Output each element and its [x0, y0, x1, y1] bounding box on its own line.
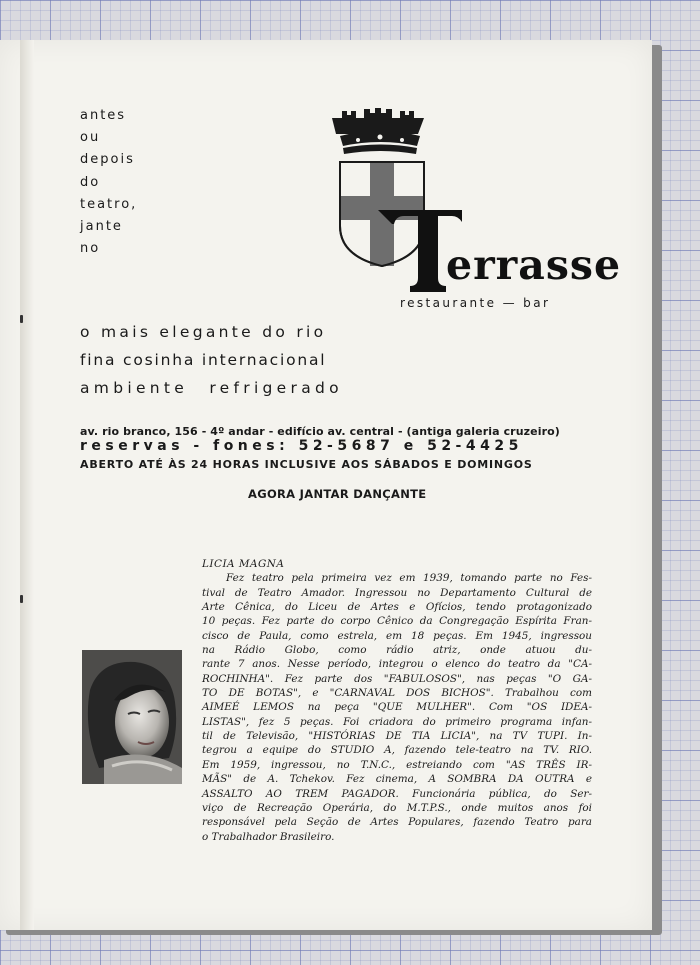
staple-mark: [20, 595, 23, 603]
bio-line: ASSALTO AO TREM PAGADOR. Funcionária pública, do Ser-: [202, 787, 592, 800]
feature-line: fina cosinha internacional: [80, 351, 327, 369]
bio-line: tegrou a equipe do STUDIO A, fazendo tele-teatro na TV. RIO.: [202, 744, 592, 757]
bio-name: LICIA MAGNA: [202, 558, 285, 570]
bio-line: tival de Teatro Amador. Ingressou no Departamento Cultural de: [202, 586, 592, 599]
bio-line: Fez teatro pela primeira vez em 1939, tomando parte no Fes-: [226, 572, 592, 585]
slogan-line: antes: [80, 108, 127, 123]
bio-line: cisco de Paula, como estrela, em 18 peças. Em 1945, ingressou: [202, 629, 592, 642]
bio-line: responsável pela Seção de Artes Populares, fazendo Teatro para: [202, 816, 592, 829]
feature-line: ambiente refrigerado: [80, 379, 343, 397]
bio-line: til de Televisão, "HISTÓRIAS DE TIA LICIA", na TV TUPI. In-: [202, 730, 592, 743]
bio-line: rante 7 anos. Nesse período, integrou o elenco do teatro da "CA-: [202, 658, 592, 671]
bio-line: TO DE BOTAS", e "CARNAVAL DOS BICHOS". Trabalhou com: [202, 687, 592, 700]
crown-icon: [328, 104, 432, 160]
slogan-line: ou: [80, 130, 101, 146]
slogan-line: depois: [80, 152, 135, 168]
bio-line: ROCHINHA". Fez parte dos "FABULOSOS", nas peças "O GA-: [202, 672, 592, 685]
slogan-line: teatro,: [80, 196, 138, 212]
bio-line: viço de Recreação Operária, do M.T.P.S., onde muitos anos foi: [202, 801, 592, 814]
slogan-line: no: [80, 241, 101, 257]
bio-line: Em 1959, ingressou, no T.N.C., estreiando com "AS TRÊS IR-: [202, 758, 592, 771]
biography: [202, 557, 592, 844]
slogan-line: do: [80, 174, 101, 190]
binding-gutter: [20, 40, 34, 930]
slogan-line: jante: [80, 219, 123, 235]
bio-line: o Trabalhador Brasileiro.: [202, 830, 335, 843]
portrait-photo: [82, 650, 182, 784]
ad-features: [80, 318, 343, 402]
bio-line: AIMEÉ LEMOS na peça "QUE MULHER". Com "OS IDEA-: [202, 701, 592, 714]
ad-dance-note: AGORA JANTAR DANÇANTE: [248, 487, 427, 501]
ad-address: av. rio branco, 156 - 4º andar - edifício av. central - (antiga galeria cruzeiro): [80, 425, 560, 438]
program-page: [0, 40, 652, 930]
feature-line: o mais elegante do rio: [80, 323, 327, 341]
bio-line: MÃS" de A. Tchekov. Fez cinema, A SOMBRA DA OUTRA e: [202, 773, 592, 786]
ad-slogan: [80, 105, 200, 260]
bio-line: Arte Cênica, do Liceu de Artes e Ofícios, tendo protagonizado: [202, 601, 592, 614]
brand-subtitle: restaurante — bar: [400, 296, 551, 310]
bio-line: na Rádio Globo, como rádio atriz, onde atuou du-: [202, 644, 592, 657]
portrait-image: [82, 650, 182, 784]
staple-mark: [20, 315, 23, 323]
ad-reservations: reservas - fones: 52-5687 e 52-4425: [80, 438, 523, 454]
ad-hours: ABERTO ATÉ ÀS 24 HORAS INCLUSIVE AOS SÁBADOS E DOMINGOS: [80, 458, 533, 471]
brand-name: errasse: [446, 241, 622, 289]
bio-line: 10 peças. Fez parte do corpo Cênico da Congregação Espírita Fran-: [202, 615, 592, 628]
bio-line: LISTAS", fez 5 peças. Foi criadora do primeiro programa infan-: [202, 715, 592, 728]
